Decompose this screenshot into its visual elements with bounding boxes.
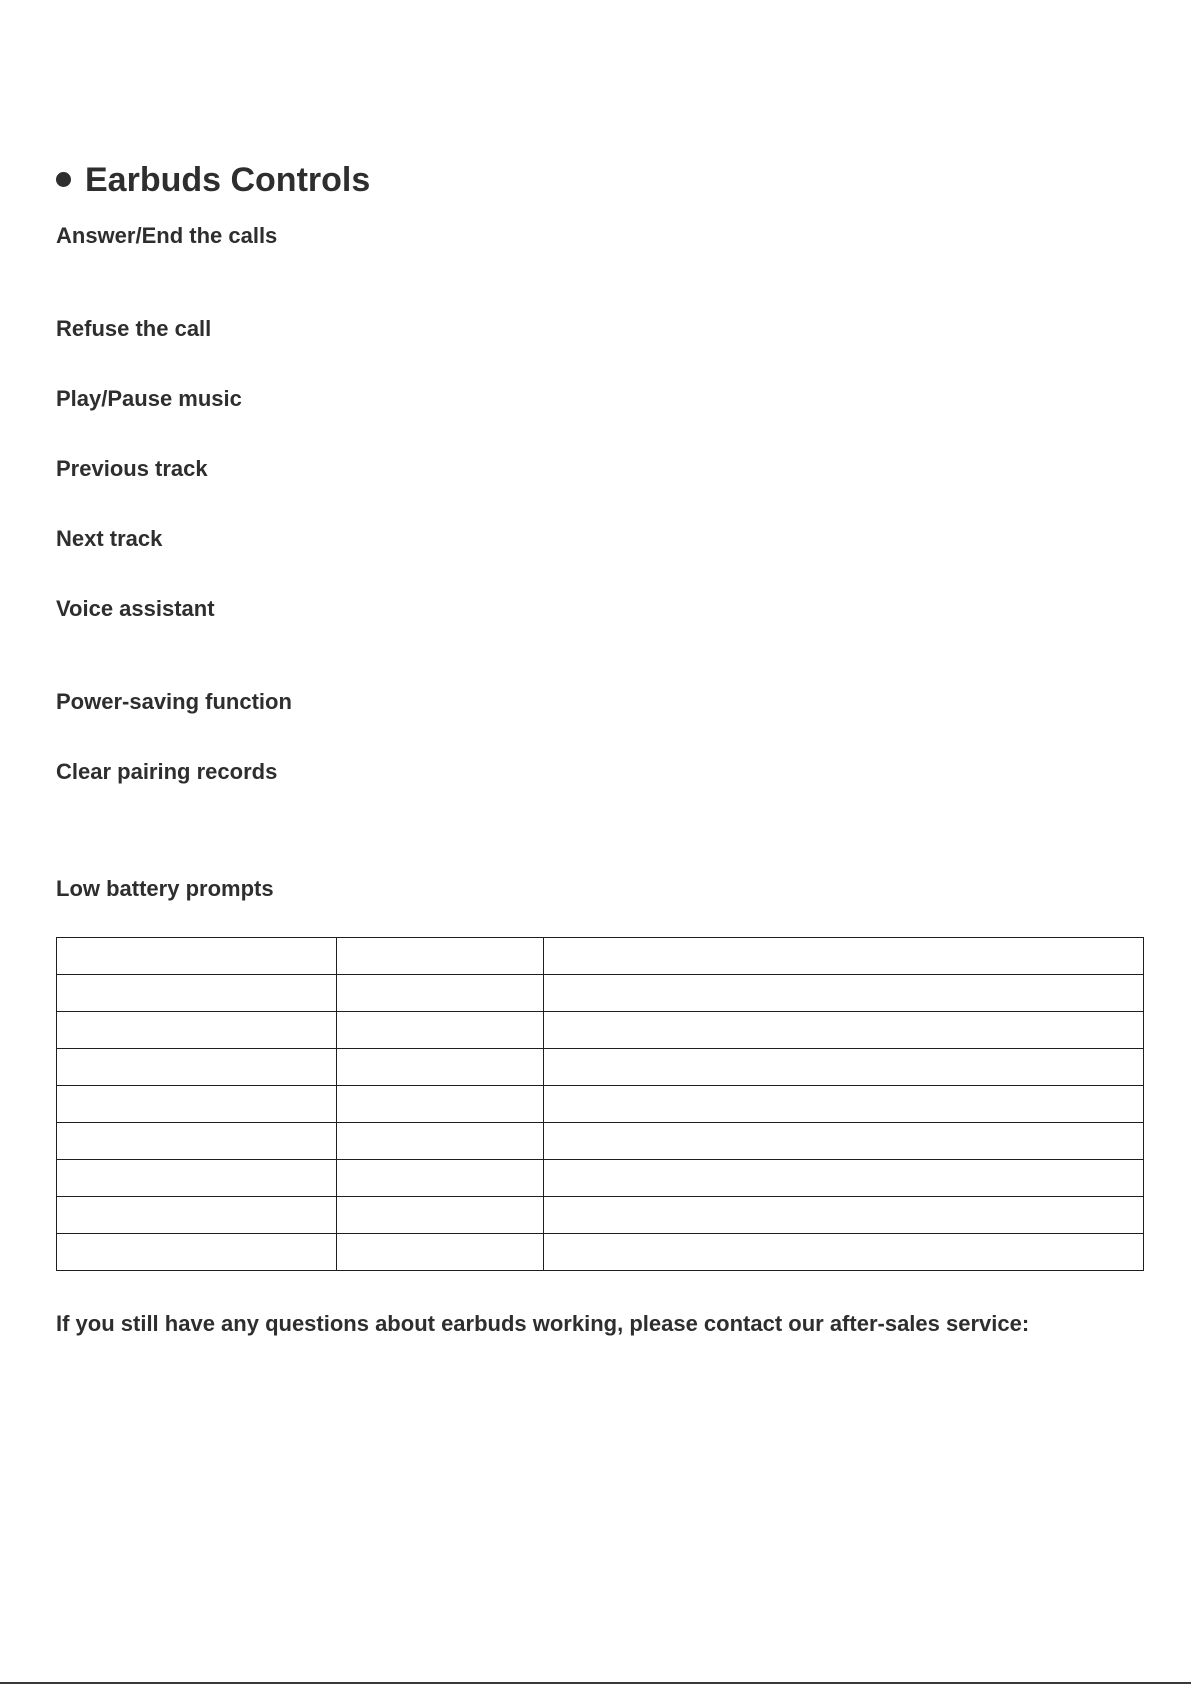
table-row <box>57 1086 1144 1123</box>
table-cell <box>337 938 544 975</box>
control-label-refuse-call: Refuse the call <box>56 316 212 341</box>
table-cell <box>57 975 337 1012</box>
controls-table <box>56 937 1144 1271</box>
table-row <box>57 1012 1144 1049</box>
control-label-clear-pairing: Clear pairing records <box>56 759 278 784</box>
control-label-previous-track: Previous track <box>56 456 208 481</box>
table-cell <box>57 1197 337 1234</box>
control-label-answer-end-calls: Answer/End the calls <box>56 223 278 248</box>
table-row <box>57 1123 1144 1160</box>
table-cell <box>57 1123 337 1160</box>
table-row <box>57 1049 1144 1086</box>
table-cell <box>337 1086 544 1123</box>
table-cell <box>57 938 337 975</box>
after-sales-contact-text: If you still have any questions about earbuds working, please contact our after-sales service: <box>56 1311 1030 1336</box>
control-label-next-track: Next track <box>56 526 163 551</box>
table-cell <box>544 1086 1144 1123</box>
control-label-voice-assistant: Voice assistant <box>56 596 215 621</box>
table-cell <box>544 1234 1144 1271</box>
table-cell <box>544 1123 1144 1160</box>
table-cell <box>544 1160 1144 1197</box>
table-cell <box>337 1123 544 1160</box>
table-row <box>57 1160 1144 1197</box>
table-row <box>57 1234 1144 1271</box>
table-row <box>57 938 1144 975</box>
table-cell <box>544 938 1144 975</box>
table-cell <box>337 1049 544 1086</box>
section-heading <box>56 158 370 202</box>
table-cell <box>57 1012 337 1049</box>
table-cell <box>544 1197 1144 1234</box>
control-label-play-pause: Play/Pause music <box>56 386 242 411</box>
section-title: Earbuds Controls <box>85 161 371 199</box>
table-cell <box>337 1012 544 1049</box>
table-cell <box>57 1049 337 1086</box>
table-cell <box>544 1049 1144 1086</box>
table-cell <box>57 1086 337 1123</box>
table-cell <box>337 975 544 1012</box>
table-row <box>57 975 1144 1012</box>
table-cell <box>544 1012 1144 1049</box>
page-bottom-divider <box>0 1682 1191 1684</box>
table-cell <box>337 1160 544 1197</box>
control-label-low-battery: Low battery prompts <box>56 876 274 901</box>
table-cell <box>57 1160 337 1197</box>
table-cell <box>337 1197 544 1234</box>
bullet-icon <box>56 172 71 187</box>
table-cell <box>57 1234 337 1271</box>
control-label-power-saving: Power-saving function <box>56 689 292 714</box>
table-row <box>57 1197 1144 1234</box>
table-cell <box>337 1234 544 1271</box>
table-cell <box>544 975 1144 1012</box>
